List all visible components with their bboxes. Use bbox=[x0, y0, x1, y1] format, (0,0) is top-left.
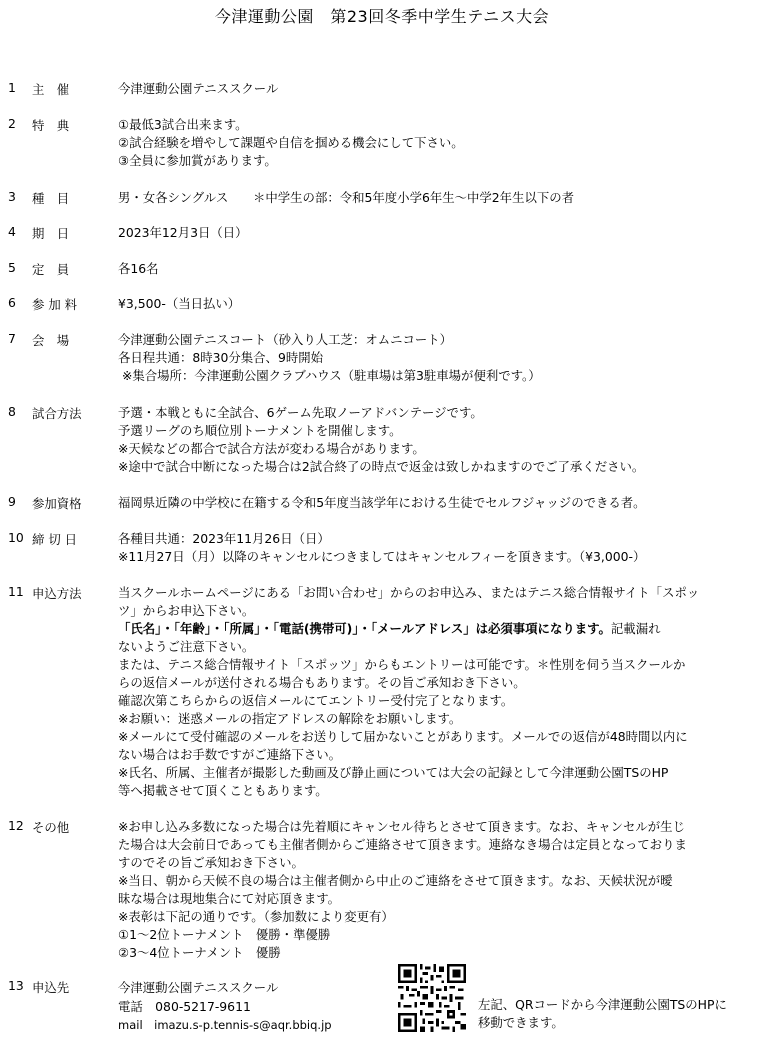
section-number: 12 bbox=[8, 818, 24, 833]
section-text: 当スクールホームページにある「お問い合わせ」からのお申込み、またはテニス総合情報サイト「スポッ bbox=[118, 585, 700, 600]
section-text-bold: 「氏名」・「年齢」・「所属」・「電話(携帯可)」・「メールアドレス」は必須事項になります。 bbox=[118, 621, 611, 636]
section-text: 確認次第こちらからの返信メールにてエントリー受付完了となります。 bbox=[118, 693, 514, 708]
section-text: ない場合はお手数ですがご連絡下さい。 bbox=[118, 747, 342, 762]
section-text: 各日程共通：8時30分集合、9時開始 bbox=[118, 350, 324, 365]
section-text: ※当日、朝から天候不良の場合は主催者側から中止のご連絡をさせて頂きます。なお、天候状況が曖 bbox=[118, 873, 673, 888]
section-text: または、テニス総合情報サイト「スポッツ」からもエントリーは可能 bbox=[118, 657, 501, 672]
section-text: ②3～4位トーナメント 優勝 bbox=[118, 945, 281, 960]
section-number: 9 bbox=[8, 494, 16, 509]
section-text: ※集合場所：今津運動公園クラブハウス（駐車場は第3駐車場が便利です。） bbox=[122, 368, 541, 383]
section-text: 予選リーグのち順位別トーナメントを開催します。 bbox=[118, 423, 402, 438]
section-text: ②試合経験を増やして課題や自信を掴める機会にして下さい。 bbox=[118, 135, 464, 150]
section-text: ※天候などの都合で試合方法が変わる場合があります。 bbox=[118, 441, 425, 456]
section-text: ※途中で試合中断になった場合は2試合終了の時点で返金は致しかねますのでご了承ください。 bbox=[118, 459, 645, 474]
section-label: 試合方法 bbox=[32, 406, 82, 421]
section-text: 各種目共通：2023年11月26日（日） bbox=[118, 531, 330, 546]
section-label: 特 典 bbox=[32, 118, 70, 133]
section-number: 3 bbox=[8, 189, 16, 204]
section-label: 種 目 bbox=[32, 191, 70, 206]
section-text: 各16名 bbox=[118, 261, 159, 276]
section-text: ※表彰は下記の通りです。（参加数により変更有） bbox=[118, 909, 394, 924]
section-text: 記載漏れ bbox=[610, 621, 661, 636]
section-text: 等へ掲載させて頂くこともあります。 bbox=[118, 783, 328, 798]
section-label: 定 員 bbox=[32, 262, 70, 277]
qr-caption-line: 移動できます。 bbox=[478, 1015, 564, 1030]
section-text: です。＊性別を伺う当スクールか bbox=[500, 657, 686, 672]
section-number: 10 bbox=[8, 530, 24, 545]
section-text: ※お願い：迷惑メールの指定アドレスの解除をお願いします。 bbox=[118, 711, 462, 726]
qr-caption-line: 左記、QRコードから今津運動公園TSのHPに bbox=[478, 997, 727, 1012]
section-text: ③全員に参加賞があります。 bbox=[118, 153, 277, 168]
section-text: 今津運動公園テニススクール bbox=[118, 81, 279, 96]
section-text: ※お申し込み多数になった場合は先着順にキャンセル待ちとさせて頂きます。なお、キャンセルが生じ bbox=[118, 819, 685, 834]
section-text: 昧な場合は現地集合にて対応頂きます。 bbox=[118, 891, 341, 906]
section-text: た場合は大会前日であっても主催者側からご連絡させて頂きます。連絡なき場合は定員となっておりま bbox=[118, 837, 687, 852]
section-number: 1 bbox=[8, 80, 16, 95]
contact-phone: 電話 080-5217-9611 bbox=[118, 999, 251, 1014]
section-text: 福岡県近隣の中学校に在籍する令和5年度当該学年における生徒でセルフジャッジのできる者。 bbox=[118, 495, 646, 510]
section-text: 男・女各シングルス ＊中学生の部：令和5年度小学6年生～中学2年生以下の者 bbox=[118, 190, 575, 205]
section-number: 11 bbox=[8, 584, 24, 599]
section-text: 予選・本戦ともに全試合、6ゲーム先取ノーアドバンテージです。 bbox=[118, 405, 483, 420]
section-text: ①最低3試合出来ます。 bbox=[118, 117, 248, 132]
section-text: ※11月27日（月）以降のキャンセルにつきましてはキャンセルフィーを頂きます。（¥3,000-） bbox=[118, 549, 646, 564]
section-label: 申込方法 bbox=[32, 586, 82, 601]
section-text: ないようご注意下さい。 bbox=[118, 639, 255, 654]
section-label: 会 場 bbox=[32, 333, 70, 348]
contact-email[interactable]: mail imazu.s-p.tennis-s@aqr.bbiq.jp bbox=[118, 1018, 332, 1032]
section-label: その他 bbox=[32, 820, 70, 835]
section-number: 4 bbox=[8, 224, 16, 239]
section-number: 2 bbox=[8, 116, 16, 131]
section-text: 今津運動公園テニスコート（砂入り人工芝：オムニコート） bbox=[118, 332, 453, 347]
section-text: 2023年12月3日（日） bbox=[118, 225, 248, 240]
section-number: 5 bbox=[8, 260, 16, 275]
section-number: 6 bbox=[8, 295, 16, 310]
section-label: 申込先 bbox=[32, 980, 70, 995]
section-text: ※氏名、所属、主催者が撮影した動画及び静止画については大会の記録として今津運動公園TSのHP bbox=[118, 765, 669, 780]
section-label: 参 加 料 bbox=[32, 297, 78, 312]
section-text: らの返信メールが送付される場合もあります。その旨ご承知おき下さい。 bbox=[118, 675, 526, 690]
section-text: ①1～2位トーナメント 優勝・準優勝 bbox=[118, 927, 331, 942]
contact-name: 今津運動公園テニススクール bbox=[118, 980, 279, 995]
qr-code-icon[interactable] bbox=[398, 964, 466, 1032]
section-number: 7 bbox=[8, 331, 16, 346]
section-label: 期 日 bbox=[32, 226, 70, 241]
section-text: ※メールにて受付確認のメールをお送りして届かないことがあります。メールでの返信が48時間以内に bbox=[118, 729, 688, 744]
section-text: ¥3,500-（当日払い） bbox=[118, 296, 241, 311]
section-label: 参加資格 bbox=[32, 496, 82, 511]
qr-caption bbox=[478, 996, 727, 1032]
page-title: 今津運動公園 第23回冬季中学生テニス大会 bbox=[214, 7, 550, 26]
section-label: 締 切 日 bbox=[32, 532, 78, 547]
section-text: ツ」からお申込下さい。 bbox=[118, 603, 255, 618]
section-label: 主 催 bbox=[32, 82, 70, 97]
section-text: すのでその旨ご承知おき下さい。 bbox=[118, 855, 304, 870]
section-number: 13 bbox=[8, 978, 24, 993]
section-number: 8 bbox=[8, 404, 16, 419]
